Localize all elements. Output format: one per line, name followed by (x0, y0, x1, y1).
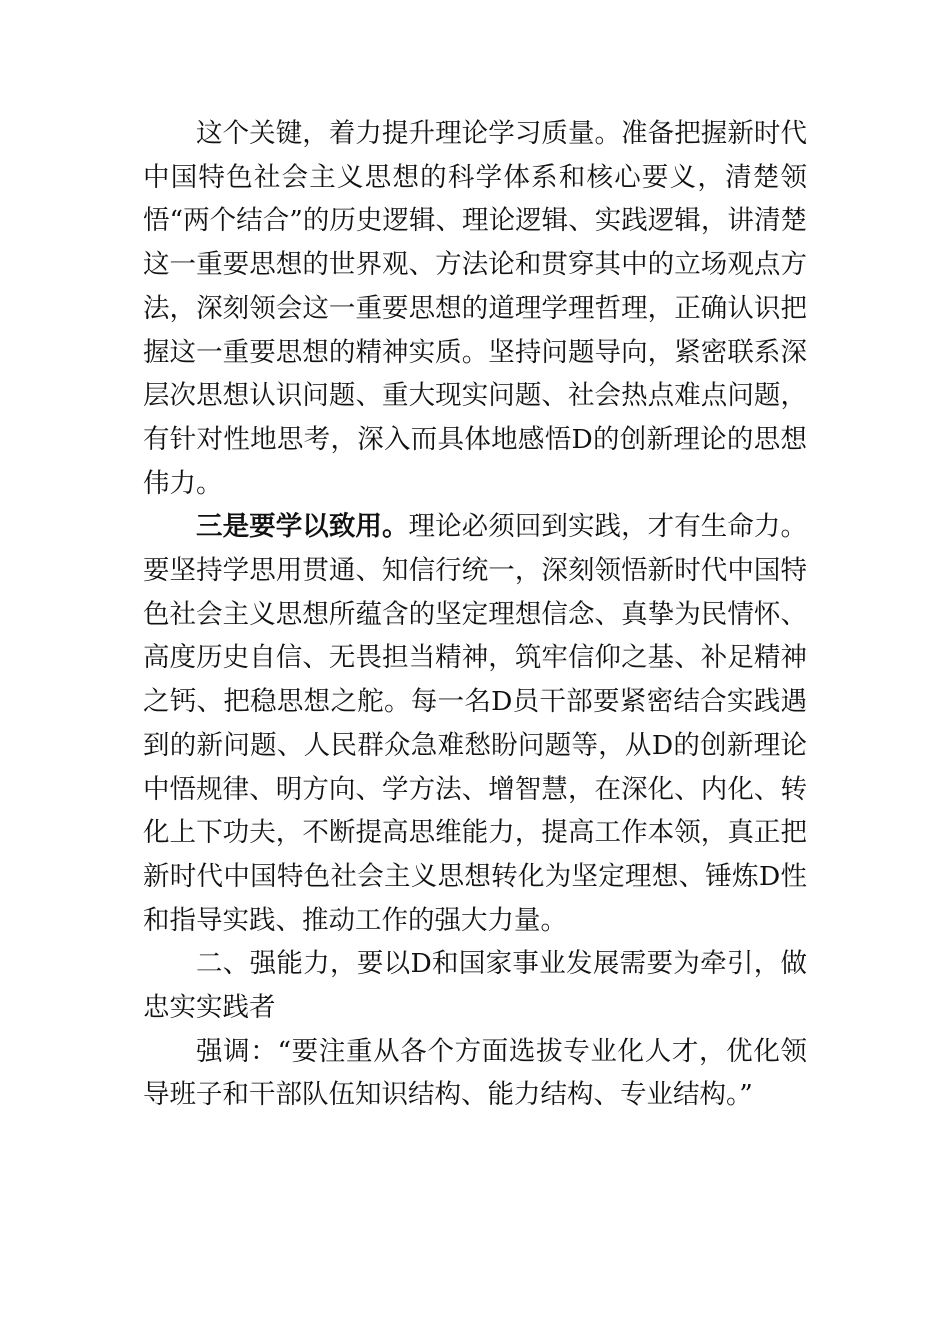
paragraph-quote (143, 1030, 807, 1117)
quote-text: 强调：“要注重从各个方面选拔专业化人才，优化领导班子和干部队伍知识结构、能力结构、专业结构。” (143, 1035, 807, 1111)
section-heading-text: 二、强能力，要以D和国家事业发展需要为牵引，做忠实实践者 (143, 948, 807, 1024)
paragraph-apply-learning (143, 505, 807, 942)
paragraph-text: 这个关键，着力提升理论学习质量。准备把握新时代中国特色社会主义思想的科学体系和核心要义，清楚领悟“两个结合”的历史逻辑、理论逻辑、实践逻辑，讲清楚这一重要思想的世界观、方法论和贯穿其中的立场观点方法，深刻领会这一重要思想的道理学理哲理，正确认识把握这一重要思想的精神实质。坚持问题导向，紧密联系深层次思想认识问题、重大现实问题、社会热点难点问题，有针对性地思考，深入而具体地感悟D的创新理论的思想伟力。 (143, 118, 807, 499)
paragraph-lead-heading: 三是要学以致用。 (196, 511, 409, 543)
section-heading-strengthen-ability (143, 942, 807, 1029)
paragraph-study-quality (143, 112, 807, 505)
document-body (143, 112, 807, 1117)
paragraph-text: 理论必须回到实践，才有生命力。要坚持学思用贯通、知信行统一，深刻领悟新时代中国特色社会主义思想所蕴含的坚定理想信念、真挚为民情怀、高度历史自信、无畏担当精神，筑牢信仰之基、补足精神之钙、把稳思想之舵。每一名D员干部要紧密结合实践遇到的新问题、人民群众急难愁盼问题等，从D的创新理论中悟规律、明方向、学方法、增智慧，在深化、内化、转化上下功夫，不断提高思维能力，提高工作本领，真正把新时代中国特色社会主义思想转化为坚定理想、锤炼D性和指导实践、推动工作的强大力量。 (143, 511, 808, 936)
